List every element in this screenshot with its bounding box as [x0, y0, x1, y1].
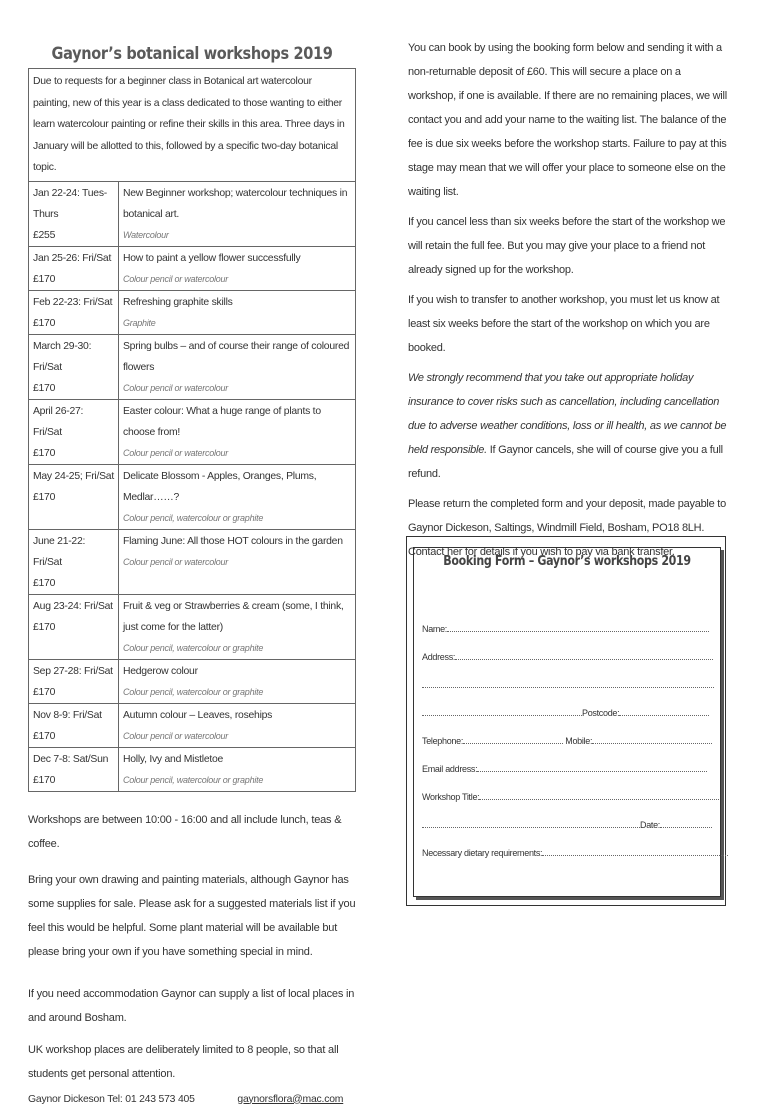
contact-name: Gaynor Dickeson Tel: 01 243 573 405: [28, 1093, 195, 1105]
workshop-row: [29, 334, 356, 399]
workshop-row: [29, 181, 356, 246]
workshop-dates: March 29-30: Fri/Sat: [33, 340, 92, 373]
workshop-row: [29, 529, 356, 594]
workshop-dates: Jan 25-26: Fri/Sat: [33, 252, 112, 264]
right-column: [408, 36, 728, 570]
workshop-title: Spring bulbs – and of course their range of coloured flowers: [123, 340, 350, 373]
workshop-medium: Colour pencil or watercolour: [123, 556, 229, 567]
page-title: Gaynor’s botanical workshops 2019: [51, 44, 333, 63]
telephone-field[interactable]: [422, 736, 708, 746]
booking-form-title: Booking Form – Gaynor’s workshops 2019: [443, 554, 691, 569]
email-field[interactable]: [422, 764, 708, 774]
workshop-dates: Jan 22-24: Tues-Thurs: [33, 187, 107, 220]
dietary-label: Necessary dietary requirements:: [422, 848, 543, 858]
workshop-medium: Colour pencil or watercolour: [123, 273, 229, 284]
workshop-title: Easter colour: What a huge range of plants to choose from!: [123, 405, 321, 438]
workshop-dates-cell: [29, 594, 119, 659]
workshop-title: Hedgerow colour: [123, 665, 198, 677]
workshop-medium: Colour pencil, watercolour or graphite: [123, 642, 264, 653]
workshop-medium: Graphite: [123, 317, 156, 328]
workshop-price: £170: [33, 273, 56, 285]
intro-row: [29, 69, 356, 182]
workshop-dates: April 26-27: Fri/Sat: [33, 405, 84, 438]
workshop-price: £170: [33, 730, 56, 742]
workshop-row: [29, 594, 356, 659]
workshop-row: [29, 399, 356, 464]
workshop-dates-cell: [29, 703, 119, 747]
insurance-rest: If Gaynor cancels, she will of course give you a full refund.: [408, 444, 723, 480]
workshop-price: £170: [33, 382, 56, 394]
workshop-row: [29, 464, 356, 529]
workshop-title-field[interactable]: [422, 792, 708, 802]
workshop-price: £170: [33, 491, 56, 503]
workshop-medium: Colour pencil, watercolour or graphite: [123, 774, 264, 785]
workshop-title: Fruit & veg or Strawberries & cream (some, I think, just come for the latter): [123, 600, 344, 633]
workshop-title: Autumn colour – Leaves, rosehips: [123, 709, 273, 721]
workshop-dates-cell: [29, 659, 119, 703]
telephone-label: Telephone:: [422, 736, 464, 746]
workshop-medium: Colour pencil, watercolour or graphite: [123, 686, 264, 697]
cancel-text: If you cancel less than six weeks before the start of the workshop we will retain the full fee. But you may give your place to a friend not already signed up for the workshop.: [408, 216, 726, 276]
address-line-2-field[interactable]: [422, 680, 708, 690]
dietary-field[interactable]: [422, 848, 708, 858]
workshop-info-cell: [119, 747, 356, 791]
workshop-dates: June 21-22: Fri/Sat: [33, 535, 86, 568]
workshop-dates: Feb 22-23: Fri/Sat: [33, 296, 113, 308]
workshop-info-cell: [119, 703, 356, 747]
workshop-info-cell: [119, 659, 356, 703]
name-field[interactable]: [422, 624, 708, 634]
workshop-row: [29, 246, 356, 290]
workshop-dates-cell: [29, 529, 119, 594]
workshop-row: [29, 659, 356, 703]
booking-form: [406, 536, 726, 906]
workshop-dates: May 24-25; Fri/Sat: [33, 470, 114, 482]
workshop-medium: Watercolour: [123, 229, 169, 240]
workshop-row: [29, 747, 356, 791]
contact-line: [28, 1094, 356, 1105]
workshop-info-cell: [119, 529, 356, 594]
workshop-info-cell: [119, 290, 356, 334]
workshop-price: £170: [33, 447, 56, 459]
workshop-title-label: Workshop Title:: [422, 792, 480, 802]
workshop-title: Holly, Ivy and Mistletoe: [123, 753, 224, 765]
date-label: Date:: [640, 820, 661, 830]
workshop-price: £170: [33, 774, 56, 786]
materials-text: Bring your own drawing and painting materials, although Gaynor has some supplies for sale. Please ask for a suggested materials list if you feel this would be helpful. Some plant material will be available but please bring your own if you have something special in mind.: [28, 873, 356, 958]
workshop-row: [29, 703, 356, 747]
postcode-field[interactable]: [422, 708, 708, 718]
workshop-info-cell: [119, 334, 356, 399]
workshop-medium: Colour pencil or watercolour: [123, 730, 229, 741]
workshop-title: New Beginner workshop; watercolour techniques in botanical art.: [123, 187, 348, 220]
workshop-dates: Nov 8-9: Fri/Sat: [33, 709, 102, 721]
workshop-medium: Colour pencil or watercolour: [123, 382, 229, 393]
workshop-info-cell: [119, 246, 356, 290]
insurance-text: [408, 366, 728, 486]
workshop-medium: Colour pencil, watercolour or graphite: [123, 512, 264, 523]
workshop-dates: Sep 27-28: Fri/Sat: [33, 665, 113, 677]
workshop-price: £170: [33, 621, 56, 633]
booking-text: You can book by using the booking form below and sending it with a non-returnable deposit of £60. This will secure a place on a workshop, if one is available. If there are no remaining places, we will contact you and add your name to the waiting list. The balance of the fee is due six weeks before the workshop starts. Failure to pay at this stage may mean that we will offer your place to someone else on the waiting list.: [408, 42, 727, 198]
email-label: Email address:: [422, 764, 478, 774]
transfer-text: If you wish to transfer to another workshop, you must let us know at least six weeks before the start of the workshop on which you are booked.: [408, 294, 720, 354]
workshop-info-cell: [119, 399, 356, 464]
workshop-title: Flaming June: All those HOT colours in the garden: [123, 535, 343, 547]
workshop-price: £170: [33, 686, 56, 698]
contact-email-link[interactable]: gaynorsflora@mac.com: [237, 1093, 344, 1105]
mobile-label: Mobile:: [565, 736, 593, 746]
address-label: Address:: [422, 652, 456, 662]
booking-form-frame: [413, 547, 721, 897]
workshop-dates: Aug 23-24: Fri/Sat: [33, 600, 113, 612]
accommodation-text: If you need accommodation Gaynor can supply a list of local places in and around Bosham.: [28, 987, 355, 1024]
limit-text: UK workshop places are deliberately limited to 8 people, so that all students get personal attention.: [28, 1043, 339, 1080]
workshop-info-cell: [119, 181, 356, 246]
workshop-dates-cell: [29, 334, 119, 399]
workshop-table: [28, 68, 356, 792]
date-field[interactable]: [422, 820, 708, 830]
postcode-label: Postcode:: [582, 708, 620, 718]
workshop-row: [29, 290, 356, 334]
left-column: [28, 40, 356, 1105]
workshop-price: £170: [33, 317, 56, 329]
name-label: Name:: [422, 624, 448, 634]
workshop-dates-cell: [29, 399, 119, 464]
workshop-title: Delicate Blossom - Apples, Oranges, Plums, Medlar……?: [123, 470, 317, 503]
workshop-dates-cell: [29, 181, 119, 246]
workshop-dates-cell: [29, 290, 119, 334]
workshop-price: £170: [33, 577, 56, 589]
workshop-title: Refreshing graphite skills: [123, 296, 233, 308]
workshop-medium: Colour pencil or watercolour: [123, 447, 229, 458]
intro-text: Due to requests for a beginner class in Botanical art watercolour painting, new of this year is a class dedicated to those wanting to either learn watercolour painting or refine their skills in this area. Three days in January will be allotted to this, followed by a specific two-day botanical topic.: [29, 69, 356, 182]
workshop-price: £255: [33, 229, 56, 241]
address-field[interactable]: [422, 652, 708, 662]
workshop-dates-cell: [29, 747, 119, 791]
workshop-dates-cell: [29, 464, 119, 529]
insurance-emphasis: We strongly recommend that you take out appropriate holiday insurance to cover risks such as cancellation, including cancellation due to adverse weather conditions, loss or ill health, as we cannot be held responsible.: [408, 372, 727, 456]
workshop-title: How to paint a yellow flower successfully: [123, 252, 301, 264]
return-text: Please return the completed form and your deposit, made payable to Gaynor Dickeson, Saltings, Windmill Field, Bosham, PO18 8LH. Contact her for details if you wish to pay via bank transfer.: [408, 498, 726, 558]
workshop-info-cell: [119, 464, 356, 529]
workshop-info-cell: [119, 594, 356, 659]
workshop-dates: Dec 7-8: Sat/Sun: [33, 753, 109, 765]
hours-text: Workshops are between 10:00 - 16:00 and all include lunch, teas & coffee.: [28, 813, 342, 850]
workshop-dates-cell: [29, 246, 119, 290]
